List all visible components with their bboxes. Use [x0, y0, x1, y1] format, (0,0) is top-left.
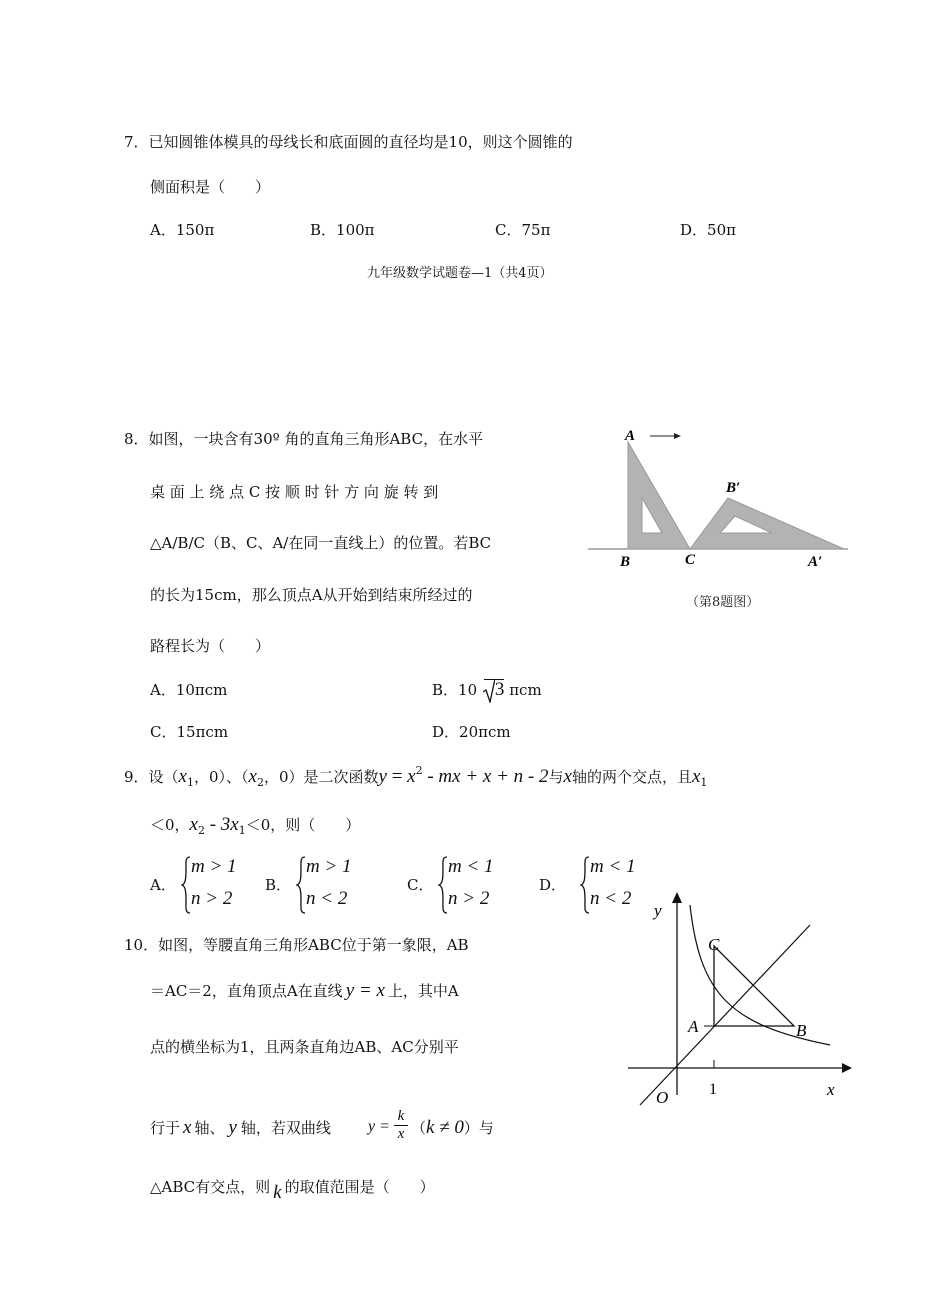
q7-option-a: A．150π — [150, 221, 215, 239]
q9-x1: x — [178, 766, 187, 787]
label-o: O — [656, 1088, 669, 1107]
q9-line2-rest: - 3x — [204, 814, 239, 835]
q9-pt1-end: ，0）、（ — [193, 768, 249, 786]
q8-line2: 桌 面 上 绕 点 C 按 顺 时 针 方 向 旋 转 到 — [150, 483, 439, 501]
q9-option-c — [407, 856, 527, 916]
q9-eq-y: y — [378, 766, 387, 787]
label-tick-1: 1 — [709, 1081, 717, 1098]
q10-line2-math: y = x — [345, 980, 385, 1001]
q8-line5: 路程长为（ ） — [150, 637, 271, 655]
hyperbola-cond-k: k ≠ 0 — [426, 1117, 464, 1138]
radical-sign-icon — [483, 679, 495, 703]
q9-option-a-l2: n > 2 — [191, 888, 233, 909]
label-a: A — [688, 1017, 699, 1036]
triangle-abc-rotated — [690, 498, 844, 549]
brace-icon — [296, 856, 306, 914]
label-b-prime: B′ — [726, 480, 741, 496]
q8-option-c: C．15πcm — [150, 723, 229, 741]
q9-option-b — [265, 856, 385, 916]
q8-option-b-radicand: 3 — [494, 679, 505, 700]
hyperbola-cond-close: ）与 — [463, 1119, 494, 1137]
q10-line5-k: k — [273, 1182, 282, 1203]
label-x: x — [827, 1080, 835, 1099]
label-a: A — [625, 428, 636, 444]
q9-option-b-label: B． — [265, 876, 292, 894]
q8-option-a: A．10πcm — [150, 681, 228, 699]
hyperbola-numerator: k — [394, 1108, 408, 1126]
x-axis-arrow-icon — [842, 1063, 852, 1073]
q9-option-d-l1: m < 1 — [590, 856, 636, 877]
q8-line1: 8．如图，一块含有30º 角的直角三角形ABC，在水平 — [124, 430, 484, 448]
q9-option-b-l1: m > 1 — [306, 856, 352, 877]
q7-line1: 7．已知圆锥体模具的母线长和底面圆的直径均是10，则这个圆锥的 — [124, 133, 573, 151]
brace-icon — [580, 856, 590, 914]
q7-option-b: B．100π — [310, 221, 375, 239]
q9-intro: 9．设（ — [124, 768, 179, 786]
brace-icon — [181, 856, 191, 914]
q9-option-c-l1: m < 1 — [448, 856, 494, 877]
q9-x2: x — [248, 766, 257, 787]
q9-eq-sup: 2 — [415, 764, 423, 777]
q7-line2: 侧面积是（ ） — [150, 178, 271, 196]
q9-line2-x2: x — [189, 814, 198, 835]
hyperbola-cond-open: （ — [411, 1119, 427, 1137]
q8-figure — [580, 420, 855, 620]
q9-line2-b: ＜0，则（ ） — [245, 816, 361, 834]
q10-line5a: △ABC有交点，则 — [150, 1178, 271, 1196]
q10-line2b: 上，其中A — [387, 982, 459, 1000]
q9-option-c-label: C． — [407, 876, 434, 894]
q9-sub1: 1 — [186, 776, 194, 789]
q9-axis-x: x — [563, 766, 572, 787]
q8-line3: △A/B/C（B、C、A/在同一直线上）的位置。若BC — [150, 534, 492, 552]
q9-line2-sub1: 1 — [238, 824, 246, 837]
q8-option-b — [432, 679, 542, 700]
q9-line2-sub2: 2 — [197, 824, 205, 837]
q10-line4-tail — [411, 1117, 494, 1139]
label-c: C — [685, 552, 696, 568]
hyperbola-denominator: x — [397, 1126, 405, 1142]
q9-option-a-label: A． — [150, 876, 176, 894]
q9-line2-a: ＜0， — [150, 816, 190, 834]
q10-line4-x: x — [183, 1117, 192, 1138]
label-b: B — [796, 1021, 807, 1040]
line-y-equals-x — [640, 925, 810, 1105]
q10-line4a: 行于 — [150, 1119, 181, 1137]
hyperbola-fraction — [394, 1108, 408, 1143]
q10-line5b: 的取值范围是（ ） — [284, 1178, 435, 1196]
arrow-head-icon — [674, 433, 681, 439]
q10-line5 — [150, 1176, 435, 1203]
q10-figure — [620, 885, 855, 1110]
q8-option-b-suffix: πcm — [509, 681, 542, 699]
figure-caption: （第8题图） — [686, 595, 760, 610]
q9-option-d-l2: n < 2 — [590, 888, 632, 909]
y-axis-arrow-icon — [672, 892, 682, 903]
q10-line4-y: y — [228, 1117, 237, 1138]
q9-line2 — [150, 814, 360, 837]
sqrt-symbol — [484, 679, 505, 700]
q9-option-a-l1: m > 1 — [191, 856, 237, 877]
q9-option-a — [150, 856, 270, 916]
page-footer: 九年级数学试题卷—1（共4页） — [367, 266, 553, 281]
q9-sub2: 2 — [256, 776, 264, 789]
q8-option-d: D．20πcm — [432, 723, 511, 741]
q10-hyperbola — [368, 1117, 390, 1136]
q9-option-c-l2: n > 2 — [448, 888, 490, 909]
q9-option-d-label: D． — [539, 876, 567, 894]
q7-option-d: D．50π — [680, 221, 736, 239]
label-a-prime: A′ — [808, 554, 823, 570]
q10-line1: 10．如图，等腰直角三角形ABC位于第一象限，AB — [124, 936, 469, 954]
q10-line4b: 轴、 — [194, 1119, 225, 1137]
label-c: C — [708, 935, 720, 954]
q9-option-b-l2: n < 2 — [306, 888, 348, 909]
q8-line4: 的长为15cm，那么顶点A从开始到结束所经过的 — [150, 586, 473, 604]
q9-end-x: x — [691, 766, 701, 787]
q10-line2a: ＝AC＝2，直角顶点A在直线 — [150, 982, 343, 1000]
q10-line3: 点的横坐标为1，且两条直角边AB、AC分别平 — [150, 1038, 459, 1056]
q9-text-a: 与 — [548, 768, 564, 786]
label-y: y — [654, 901, 662, 920]
q9-eq-rest: - mx + x + n - 2 — [422, 766, 549, 787]
q9-eq-eq: = — [386, 766, 408, 787]
brace-icon — [438, 856, 448, 914]
label-b: B — [620, 554, 631, 570]
q9-line1 — [124, 764, 707, 789]
hyperbola-y: y = — [368, 1118, 390, 1135]
q8-option-b-prefix: B．10 — [432, 681, 478, 699]
q10-line4 — [150, 1117, 331, 1139]
q9-eq-x: x — [407, 766, 416, 787]
q7-option-c: C．75π — [495, 221, 551, 239]
q9-end-sub: 1 — [700, 776, 708, 789]
q10-line4c: 轴，若双曲线 — [240, 1119, 331, 1137]
q10-line2 — [150, 980, 459, 1002]
q9-pt2-end: ，0）是二次函数 — [263, 768, 379, 786]
q9-text-b: 轴的两个交点，且 — [571, 768, 692, 786]
